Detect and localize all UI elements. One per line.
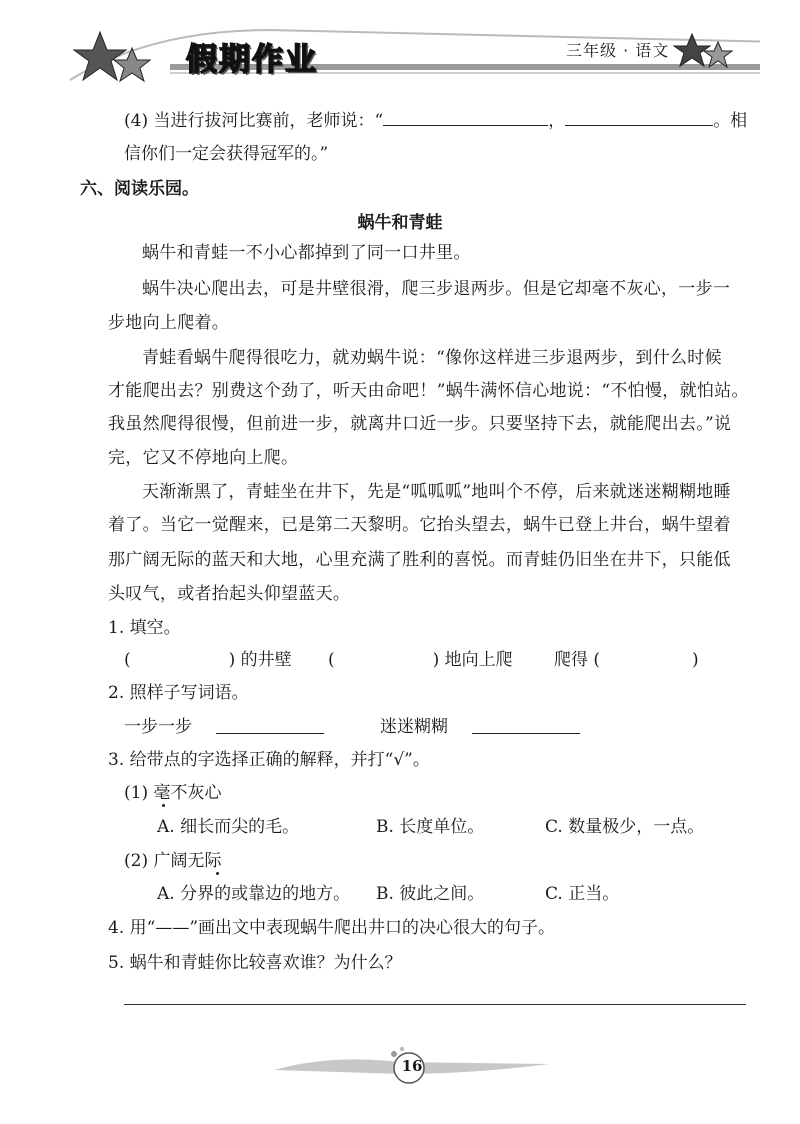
sub-question-label: (2) 广阔无际 [124, 851, 222, 871]
story-line: 那广阔无际的蓝天和大地，心里充满了胜利的喜悦。而青蛙仍旧坐在井下，只能低 [108, 550, 731, 570]
emphasis-dot [216, 872, 219, 875]
question-title: 5. 蜗牛和青蛙你比较喜欢谁？为什么？ [108, 953, 402, 973]
header-subtitle: 三年级 · 语文 [566, 41, 670, 60]
q4-line1 [124, 111, 747, 130]
option[interactable]: C. 数量极少，一点。 [545, 817, 705, 837]
q4-prefix: (4) 当进行拔河比赛前，老师说：“ [124, 111, 384, 131]
word-example: 一步一步 [124, 717, 192, 737]
option[interactable]: A. 分界的或靠边的地方。 [157, 884, 351, 904]
story-title: 蜗牛和青蛙 [357, 213, 443, 233]
option[interactable]: A. 细长而尖的毛。 [157, 817, 300, 837]
story-line: 完，它又不停地向上爬。 [108, 448, 299, 468]
story-line: 蜗牛和青蛙一不小心都掉到了同一口井里。 [142, 243, 471, 263]
story-line: 才能爬出去？别费这个劲了，听天由命吧！”蜗牛满怀信心地说：“不怕慢，就怕站。 [108, 381, 749, 401]
sub-question-label: (1) 毫不灰心 [124, 783, 222, 803]
story-line: 青蛙看蜗牛爬得很吃力，就劝蜗牛说：“像你这样进三步退两步，到什么时候 [142, 348, 722, 368]
story-line: 步地向上爬着。 [108, 313, 230, 333]
story-line: 我虽然爬得很慢，但前进一步，就离井口近一步。只要坚持下去，就能爬出去。”说 [108, 414, 732, 434]
question-title: 2. 照样子写词语。 [108, 683, 249, 703]
story-line: 天渐渐黑了，青蛙坐在井下，先是“呱呱呱”地叫个不停，后来就迷迷糊糊地睡 [142, 482, 731, 502]
story-line: 着了。当它一觉醒来，已是第二天黎明。它抬头望去，蜗牛已登上井台，蜗牛望着 [108, 515, 731, 535]
header-title: 假期作业 [186, 42, 318, 78]
q4-line2: 信你们一定会获得冠军的。” [124, 144, 329, 164]
option[interactable]: C. 正当。 [545, 884, 620, 904]
fill-item: ( ) 的井壁 [124, 650, 292, 670]
section-title: 六、阅读乐园。 [80, 179, 199, 199]
question-title: 1. 填空。 [108, 618, 181, 638]
question-title: 3. 给带点的字选择正确的解释，并打“√”。 [108, 750, 430, 770]
answer-blank[interactable] [216, 733, 324, 734]
story-line: 头叹气，或者抬起头仰望蓝天。 [108, 584, 351, 604]
answer-blank[interactable] [472, 733, 580, 734]
q4-sep: ， [548, 111, 566, 131]
fill-item: 爬得 ( ) [554, 650, 699, 670]
question-title: 4. 用“——”画出文中表现蜗牛爬出井口的决心很大的句子。 [108, 918, 556, 938]
option[interactable]: B. 彼此之间。 [376, 884, 485, 904]
q4-suffix: 。相 [713, 111, 748, 131]
answer-blank[interactable] [383, 111, 548, 126]
answer-line[interactable] [124, 1004, 746, 1005]
story-line: 蜗牛决心爬出去，可是井壁很滑，爬三步退两步。但是它却毫不灰心，一步一 [142, 279, 731, 299]
word-example: 迷迷糊糊 [380, 717, 448, 737]
fill-item: ( ) 地向上爬 [328, 650, 513, 670]
answer-blank[interactable] [565, 111, 713, 126]
page-number: 16 [401, 1057, 423, 1075]
star-icon [74, 32, 150, 81]
option[interactable]: B. 长度单位。 [376, 817, 485, 837]
emphasis-dot [162, 804, 165, 807]
